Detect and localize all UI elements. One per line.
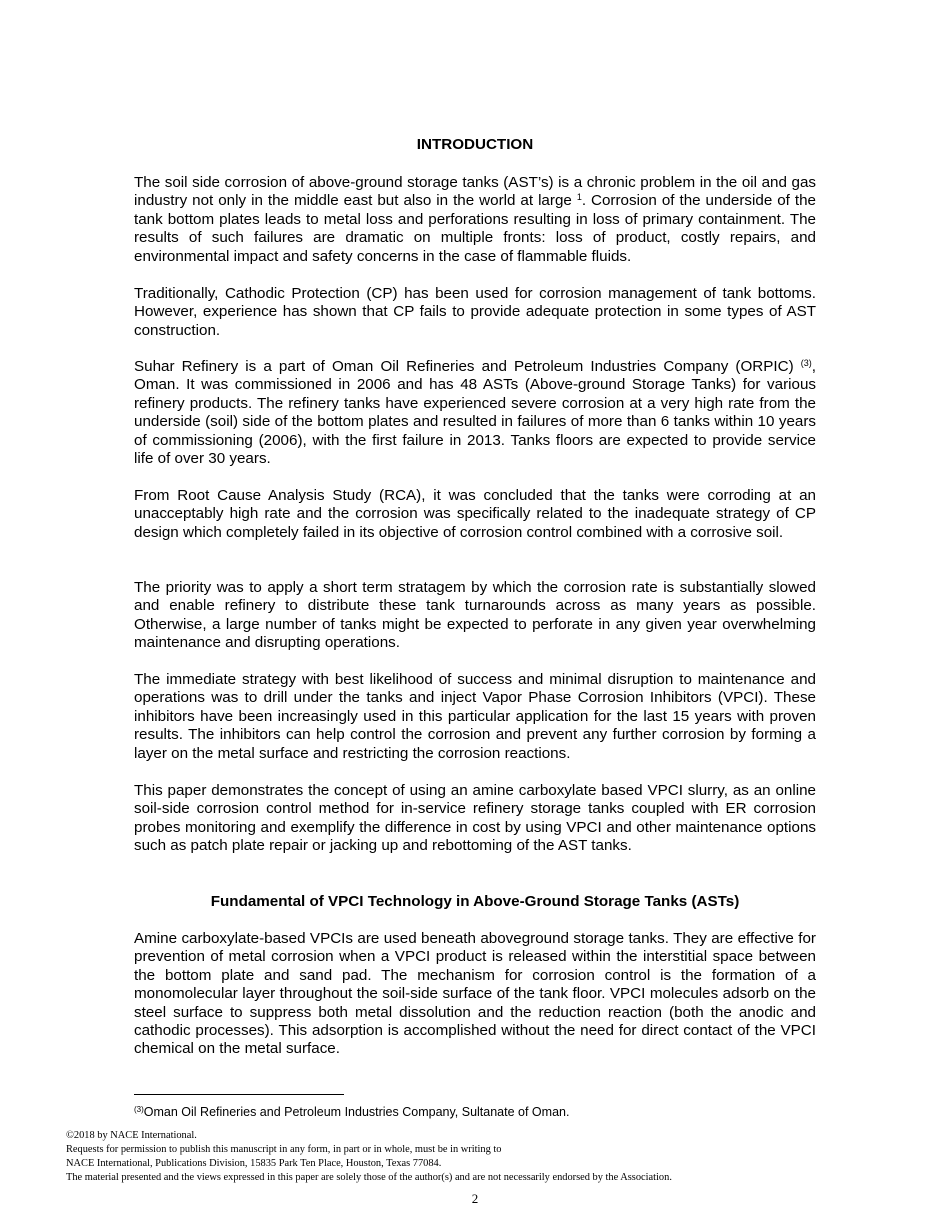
intro-paragraph-2: Traditionally, Cathodic Protection (CP) has been used for corrosion management of tank bottoms. However, experience has shown that CP fails to provide adequate protection in some types of AST construction. xyxy=(134,285,816,339)
copyright-line-1: ©2018 by NACE International. xyxy=(66,1130,197,1141)
intro-paragraph-3 xyxy=(134,358,816,468)
intro-paragraph-7: This paper demonstrates the concept of using an amine carboxylate based VPCI slurry, as an online soil-side corrosion control method for in-service refinery storage tanks coupled with ER corrosion probes monitoring and exemplify the difference in cost by using VPCI and other maintenance options such as patch plate repair or jacking up and rebottoming of the AST tanks. xyxy=(134,782,816,855)
fundamental-paragraph-1: Amine carboxylate-based VPCIs are used beneath aboveground storage tanks. They are effective for prevention of metal corrosion when a VPCI product is released within the interstitial space between the bottom plate and sand pad. The mechanism for corrosion control is the formation of a monomolecular layer throughout the soil-side surface of the tank floor. VPCI molecules adsorb on the steel surface to suppress both metal dissolution and the reduction reaction (both the anodic and cathodic processes). This adsorption is accomplished without the need for direct contact of the VPCI chemical on the metal surface. xyxy=(134,930,816,1058)
copyright-line-4: The material presented and the views expressed in this paper are solely those of the author(s) and are not necessarily endorsed by the Association. xyxy=(66,1172,672,1183)
intro-paragraph-1 xyxy=(134,174,816,266)
intro-paragraph-5: The priority was to apply a short term stratagem by which the corrosion rate is substantially slowed and enable refinery to distribute these tank turnarounds across as many years as possible. Otherwise, a large number of tanks might be expected to perforate in any given year overwhelming maintenance and disrupting operations. xyxy=(134,579,816,652)
footnote xyxy=(134,1104,569,1120)
intro-paragraph-4: From Root Cause Analysis Study (RCA), it was concluded that the tanks were corroding at an unacceptably high rate and the corrosion was specifically related to the inadequate strategy of CP design which completely failed in its objective of corrosion control combined with a corrosive soil. xyxy=(134,487,816,541)
page-number: 2 xyxy=(471,1191,479,1206)
copyright-line-2: Requests for permission to publish this manuscript in any form, in part or in whole, must be in writing to xyxy=(66,1144,502,1155)
intro-p3-text-b: , Oman. It was commissioned in 2006 and has 48 ASTs (Above-ground Storage Tanks) for various refinery products. The refinery tanks have experienced severe corrosion at a very high rate from the underside (soil) side of the bottom plates and resulted in failures of more than 6 tanks within 10 years of commissioning (2006), with the first failure in 2013. Tanks floors are expected to provide service life of over 30 years. xyxy=(134,358,816,468)
reference-1: 1 xyxy=(576,192,582,203)
intro-p1-text-b: . Corrosion of the underside of the tank bottom plates leads to metal loss and perforations resulting in loss of primary containment. The results of such failures are dramatic on multiple fronts: loss of product, costly repairs, and environmental impact and safety concerns in the case of flammable fluids. xyxy=(134,192,816,265)
intro-paragraph-6: The immediate strategy with best likelihood of success and minimal disruption to maintenance and operations was to drill under the tanks and inject Vapor Phase Corrosion Inhibitors (VPCI). These inhibitors have been increasingly used in this particular application for the last 15 years with proven results. The inhibitors can help control the corrosion and prevent any further corrosion by forming a layer on the metal surface and restricting the corrosion reactions. xyxy=(134,671,816,762)
copyright-line-3: NACE International, Publications Division, 15835 Park Ten Place, Houston, Texas 77084. xyxy=(66,1158,442,1169)
copyright-notice xyxy=(66,1129,886,1185)
reference-3: (3) xyxy=(800,358,812,368)
footnote-text: Oman Oil Refineries and Petroleum Industries Company, Sultanate of Oman. xyxy=(143,1105,570,1119)
intro-p1-text-a: The soil side corrosion of above-ground storage tanks (AST’s) is a chronic problem in the oil and gas industry not only in the middle east but also in the world at large xyxy=(134,174,816,210)
introduction-heading: INTRODUCTION xyxy=(416,136,534,153)
fundamental-heading: Fundamental of VPCI Technology in Above-Ground Storage Tanks (ASTs) xyxy=(210,893,740,910)
footnote-marker: (3) xyxy=(134,1105,144,1114)
footnote-divider xyxy=(134,1094,344,1095)
intro-p3-text-a: Suhar Refinery is a part of Oman Oil Refineries and Petroleum Industries Company (ORPIC) xyxy=(134,358,801,375)
